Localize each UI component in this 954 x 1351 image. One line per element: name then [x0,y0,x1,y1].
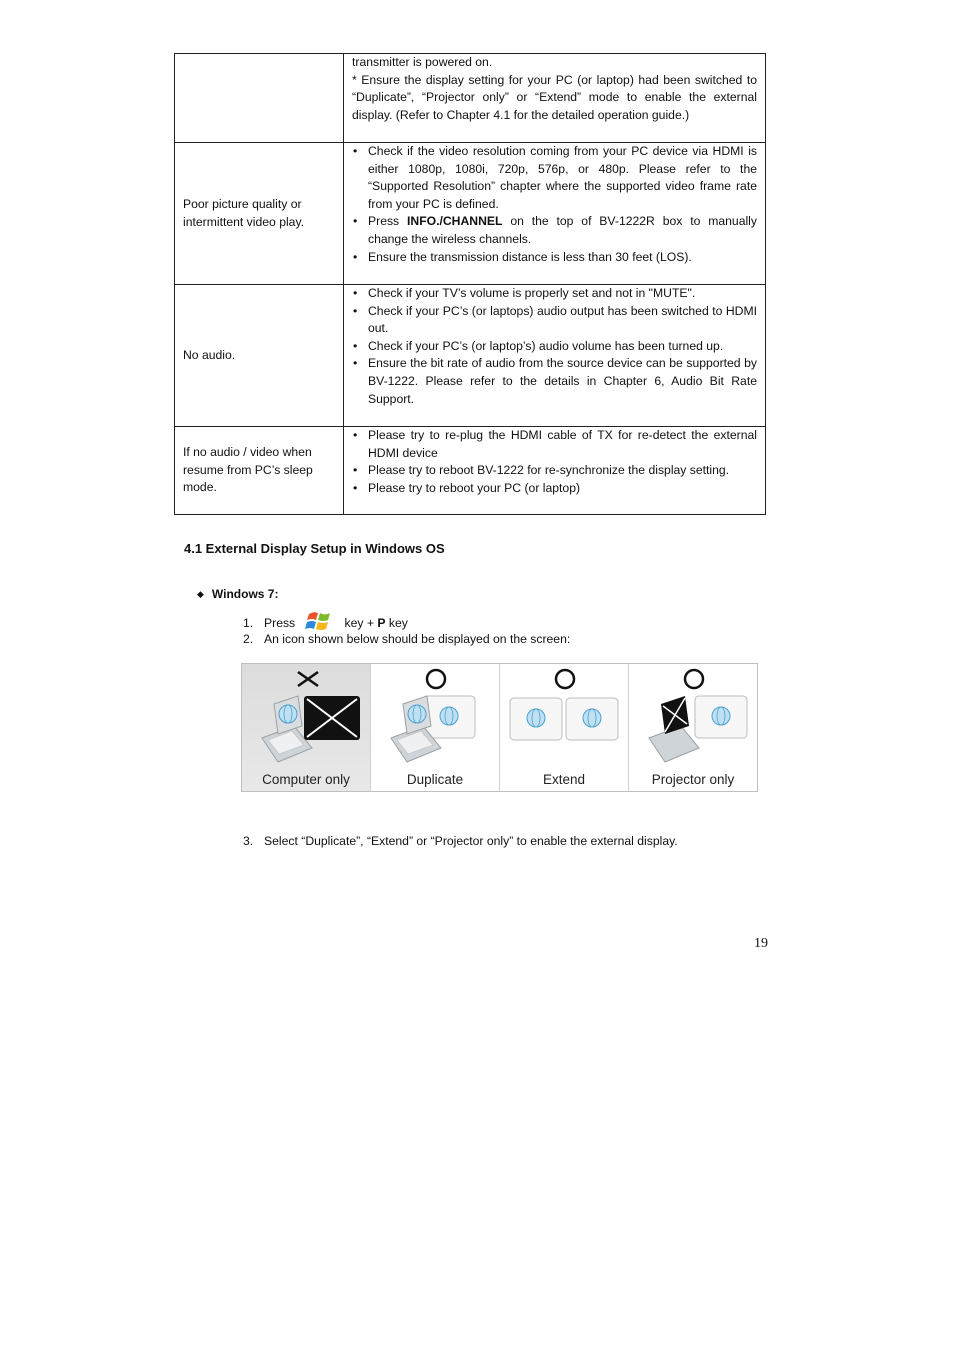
step-number: 3. [243,834,254,848]
display-mode-label: Computer only [262,772,350,787]
troubleshooting-table [174,53,766,515]
display-mode-label: Extend [542,772,586,787]
solution-item: • Ensure the bit rate of audio from the source device can be supported by BV-1222. Please refer to the details in Chapter 6, Audio Bit Rate Support. [352,355,757,408]
display-mode-tile[interactable] [371,664,500,791]
table-row [175,143,766,285]
display-mode-label: Projector only [651,772,735,787]
step-text: Press [264,616,296,630]
solution-item: • Check if your PC’s (or laptops) audio output has been switched to HDMI out. [352,303,757,338]
display-mode-tile[interactable] [629,664,757,791]
solution-text: transmitter is powered on. [352,55,493,69]
step-text: Select “Duplicate”, “Extend” or “Projector only” to enable the external display. [264,834,678,848]
issue-cell [175,54,344,143]
step-1 [243,610,408,632]
x-mark-icon [298,672,318,686]
solution-list [352,285,757,408]
solution-cell [344,143,766,285]
issue-cell: No audio. [175,285,344,427]
table-row [175,54,766,143]
display-mode-tile[interactable] [242,664,371,791]
step-text: key [385,616,408,630]
solution-text: on the top of BV-1222R box to manually change the wireless channels. [368,214,757,246]
solution-text: Press [368,214,407,229]
issue-cell: If no audio / video when resume from PC’s sleep mode. [175,427,344,515]
circle-mark-icon [556,670,574,688]
solution-item: • Ensure the transmission distance is less than 30 feet (LOS). [352,249,757,267]
step-text: key + [341,616,378,630]
circle-mark-icon [685,670,703,688]
step-3 [243,834,678,848]
solution-item: • Check if the video resolution coming from your PC device via HDMI is either 1080p, 1080i, 720p, 576p, or 480p. Please refer to the “Supported Resolution” chapter where the supported video frame rate from your PC is defined. [352,143,757,213]
solution-text: * Ensure the display setting for your PC (or laptop) had been switched to “Duplicate”, “Projector only” or “Extend” mode to enable the external display. (Refer to Chapter 4.1 for the detailed operation guide.) [352,72,757,122]
step-text: An icon shown below should be displayed on the screen: [264,632,571,646]
solution-item: • Please try to reboot BV-1222 for re-synchronize the display setting. [352,462,757,480]
solution-item: • Please try to reboot your PC (or laptop) [352,480,757,498]
section-heading: 4.1 External Display Setup in Windows OS [184,541,445,556]
table-row [175,427,766,515]
table-row [175,285,766,427]
solution-item: • Check if your TV’s volume is properly set and not in "MUTE". [352,285,757,303]
solution-cell [344,285,766,427]
display-mode-icon [371,664,499,769]
os-label: Windows 7: [211,587,279,601]
solution-list [352,427,757,497]
diamond-bullet-icon: ◆ [197,589,204,599]
windows-logo-icon [305,610,335,632]
solution-item [352,213,757,248]
display-mode-icon [242,664,370,769]
circle-mark-icon [427,670,445,688]
step-number: 1. [243,616,254,630]
page-number: 19 [754,936,768,951]
step-number: 2. [243,632,254,646]
solution-item: • Check if your PC’s (or laptop’s) audio volume has been turned up. [352,338,757,356]
display-mode-icon [629,664,757,769]
display-mode-tile[interactable] [500,664,629,791]
solution-cell [344,54,766,143]
solution-item: • Please try to re-plug the HDMI cable of TX for re-detect the external HDMI device [352,427,757,462]
display-mode-strip [241,663,758,792]
display-mode-label: Duplicate [406,772,464,787]
solution-list [352,143,757,266]
button-name: INFO./CHANNEL [407,214,503,229]
issue-cell: Poor picture quality or intermittent video play. [175,143,344,285]
step-2 [243,632,570,646]
os-bullet [197,587,278,601]
display-mode-icon [500,664,628,769]
key-name: P [377,616,386,630]
solution-cell [344,427,766,515]
